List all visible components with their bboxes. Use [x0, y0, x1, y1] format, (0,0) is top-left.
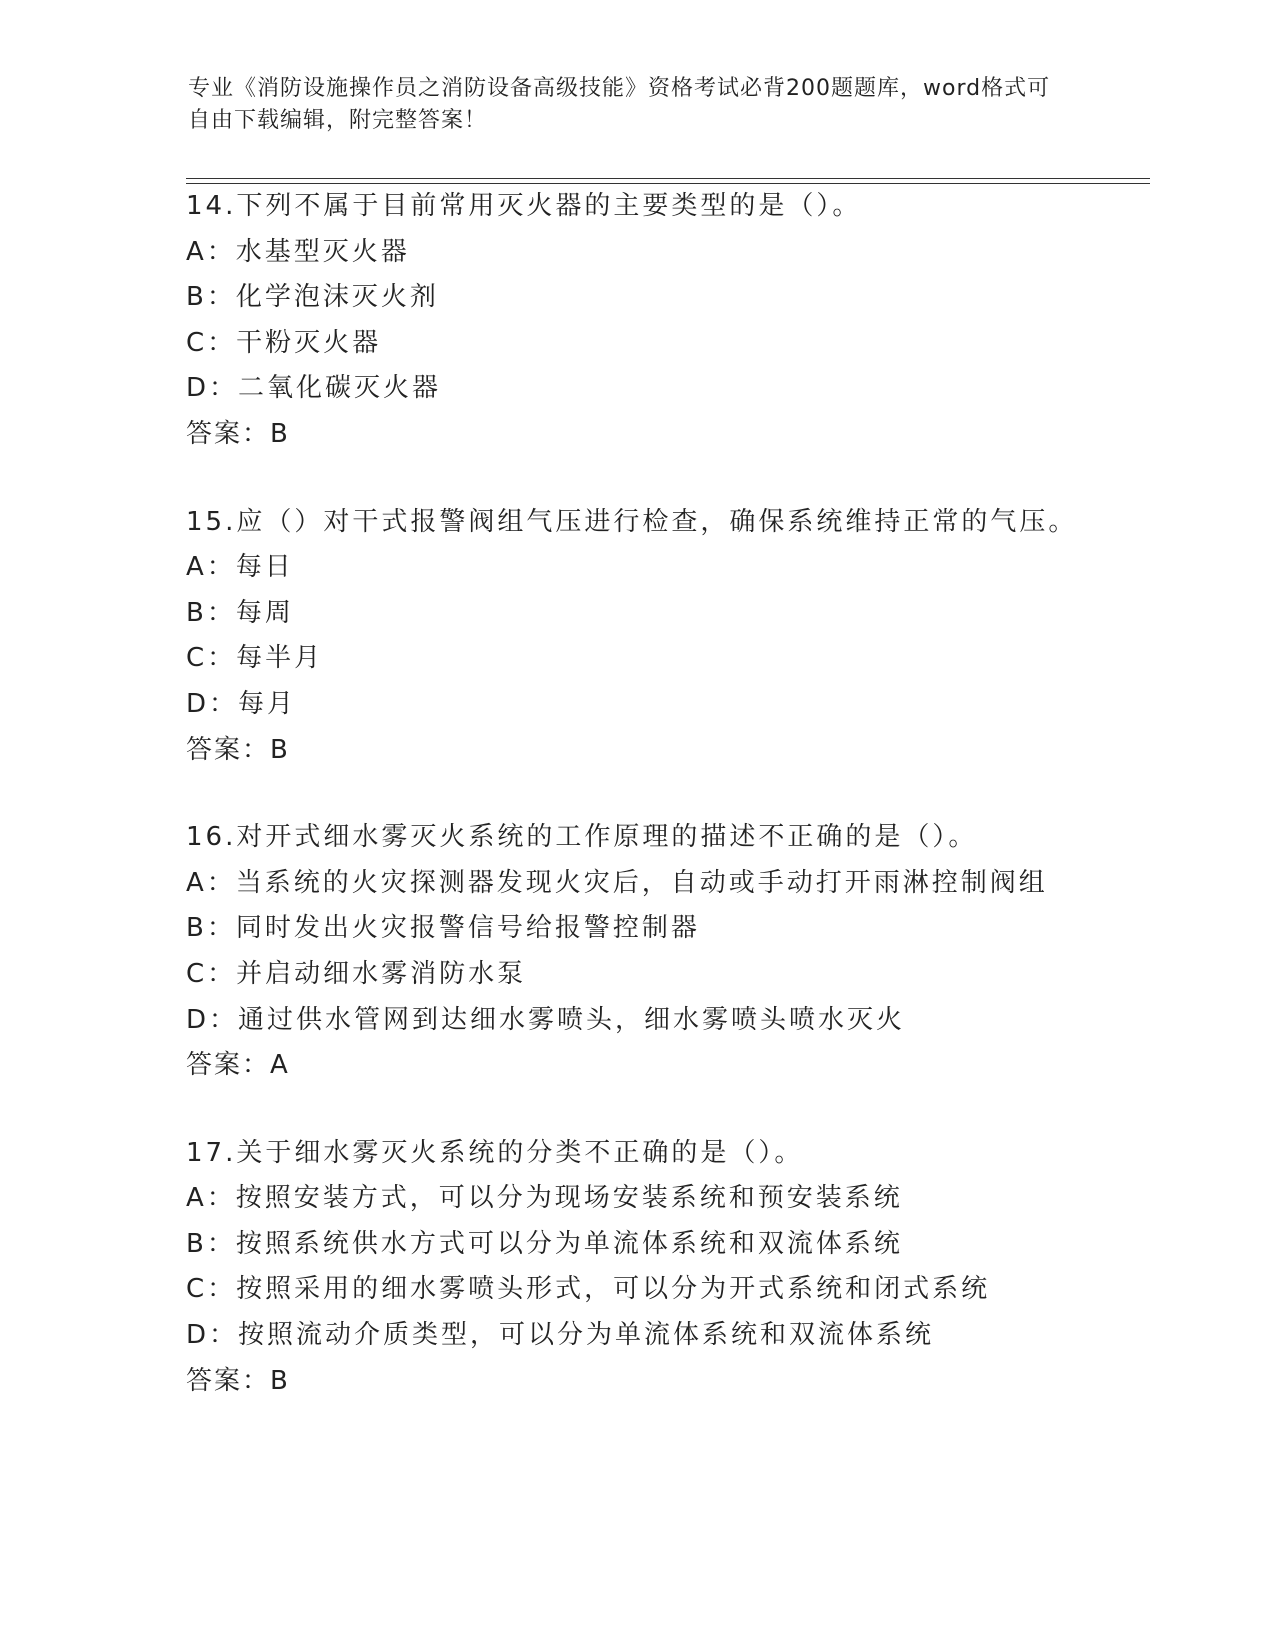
question-stem: 14.下列不属于目前常用灭火器的主要类型的是（）。: [186, 191, 862, 221]
answer: 答案：B: [186, 418, 290, 449]
option-a: A：按照安装方式，可以分为现场安装系统和预安装系统: [186, 1183, 903, 1214]
option-a: A：每日: [186, 552, 294, 583]
question-14: [186, 184, 1166, 458]
question-15: [186, 500, 1166, 774]
option-d: D：二氧化碳灭火器: [186, 373, 442, 404]
question-stem: 15.应（）对干式报警阀组气压进行检查，确保系统维持正常的气压。: [186, 506, 1078, 537]
option-d: D：每月: [186, 688, 297, 719]
question-16: [186, 815, 1166, 1089]
option-d: D：按照流动介质类型，可以分为单流体系统和双流体系统: [186, 1320, 935, 1351]
question-stem: 17.关于细水雾灭火系统的分类不正确的是（）。: [186, 1137, 804, 1168]
option-b: B：按照系统供水方式可以分为单流体系统和双流体系统: [186, 1228, 903, 1259]
question-17: [186, 1131, 1166, 1405]
document-header: 专业《消防设施操作员之消防设备高级技能》资格考试必背200题题库，word格式可自由下载编辑，附完整答案！: [188, 76, 1051, 133]
question-stem: 16.对开式细水雾灭火系统的工作原理的描述不正确的是（）。: [186, 822, 978, 853]
option-c: C：按照采用的细水雾喷头形式，可以分为开式系统和闭式系统: [186, 1274, 991, 1305]
option-b: B：化学泡沫灭火剂: [186, 282, 439, 313]
option-a: A：水基型灭火器: [186, 236, 410, 267]
option-b: B：同时发出火灾报警信号给报警控制器: [186, 913, 700, 944]
option-c: C：每半月: [186, 643, 324, 674]
option-a: A：当系统的火灾探测器发现火灾后，自动或手动打开雨淋控制阀组: [186, 867, 1048, 898]
option-c: C：干粉灭火器: [186, 327, 382, 358]
answer: 答案：A: [186, 1050, 290, 1081]
option-b: B：每周: [186, 597, 294, 628]
question-list: [186, 184, 1166, 1446]
header-rule-top: [186, 178, 1150, 179]
answer: 答案：B: [186, 1365, 290, 1396]
answer: 答案：B: [186, 734, 290, 765]
option-c: C：并启动细水雾消防水泵: [186, 958, 527, 989]
option-d: D：通过供水管网到达细水雾喷头，细水雾喷头喷水灭火: [186, 1004, 906, 1035]
